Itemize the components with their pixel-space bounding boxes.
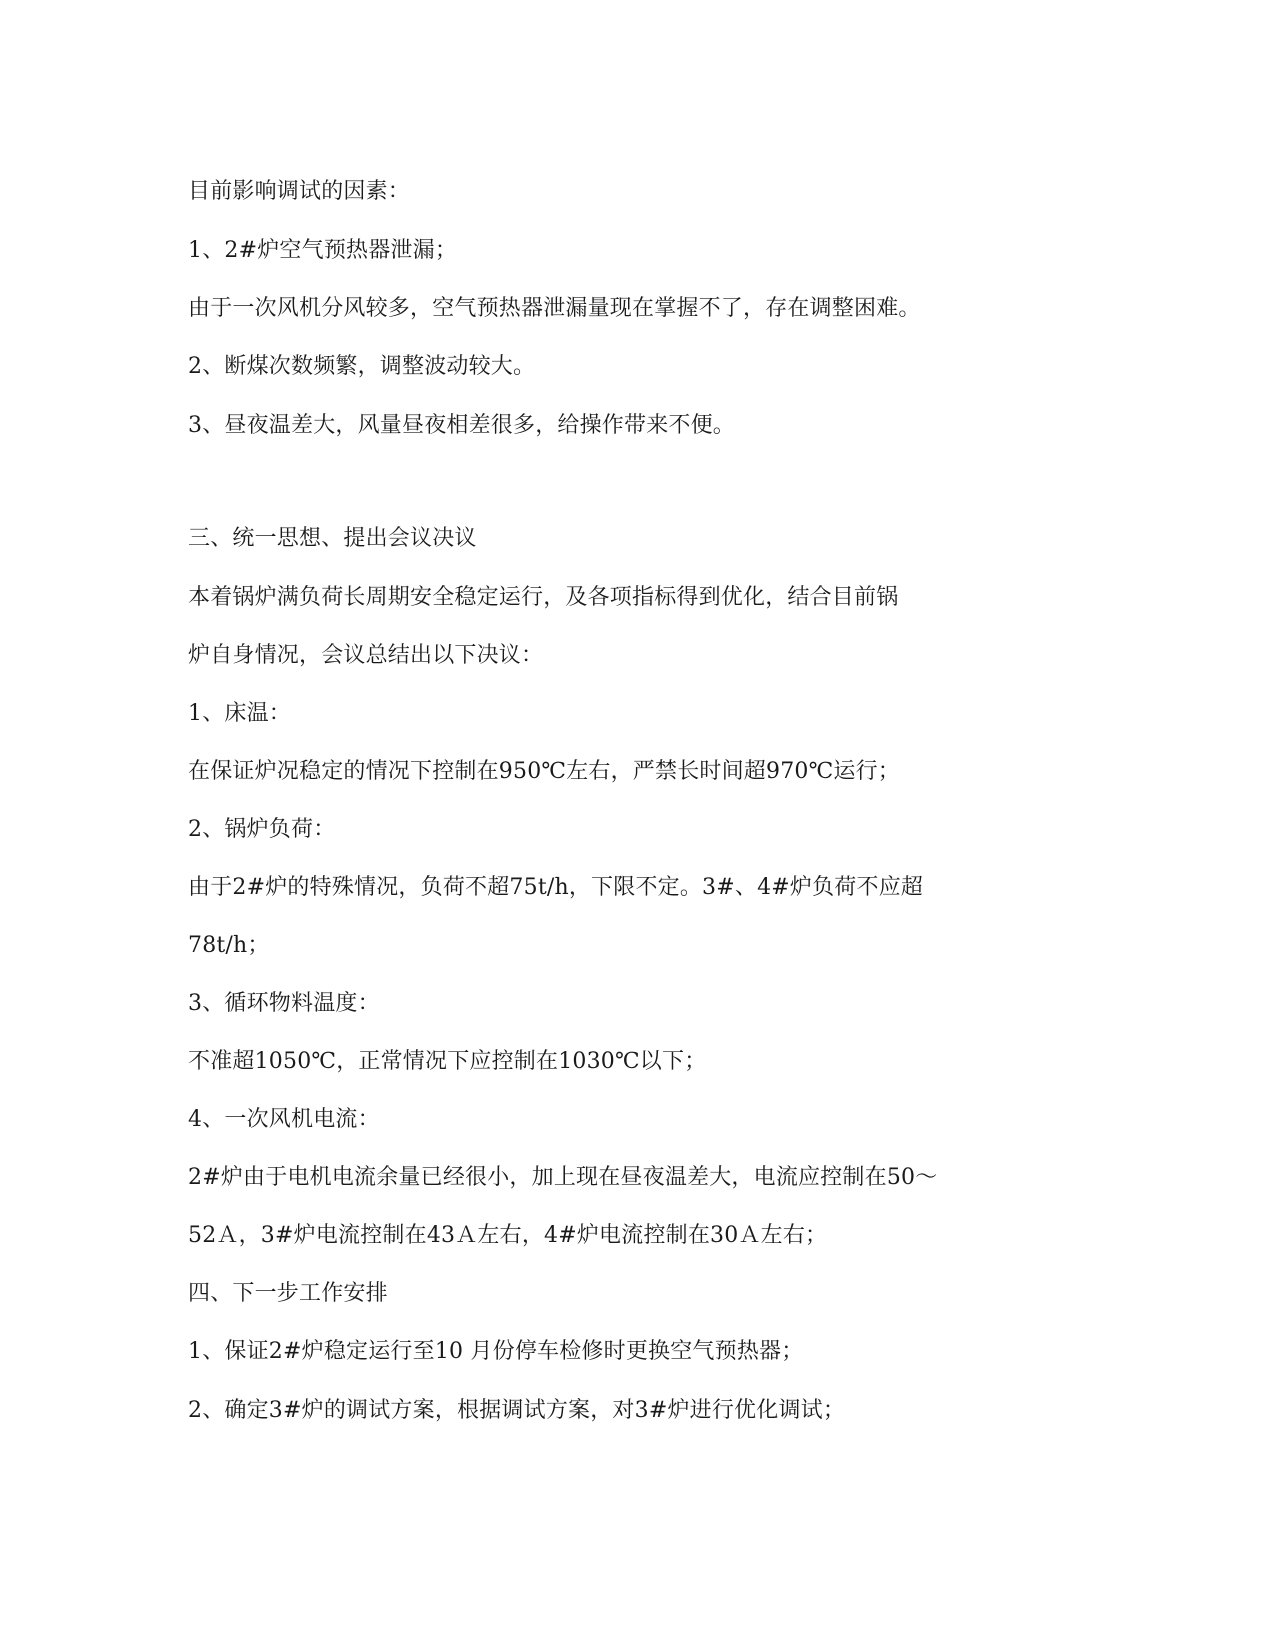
resolution-1-heading: 1、床温：	[188, 701, 291, 726]
resolution-3-detail: 不准超1050℃，正常情况下应控制在1030℃以下；	[188, 1049, 707, 1074]
resolution-intro-line-2: 炉自身情况，会议总结出以下决议：	[188, 643, 544, 668]
resolution-4-detail-line-2: 52Ａ，3#炉电流控制在43Ａ左右，4#炉电流控制在30Ａ左右；	[188, 1223, 828, 1248]
resolution-4-heading: 4、一次风机电流：	[188, 1107, 380, 1132]
resolution-intro-line-1: 本着锅炉满负荷长周期安全稳定运行，及各项指标得到优化，结合目前锅	[188, 585, 899, 610]
resolution-2-detail-line-1: 由于2#炉的特殊情况，负荷不超75t/h，下限不定。3#、4#炉负荷不应超	[188, 875, 924, 900]
factor-1: 1、2#炉空气预热器泄漏；	[188, 238, 458, 263]
resolution-1-detail: 在保证炉况稳定的情况下控制在950℃左右，严禁长时间超970℃运行；	[188, 759, 901, 784]
section-three-heading: 三、统一思想、提出会议决议	[188, 526, 477, 551]
resolution-4-detail-line-1: 2#炉由于电机电流余量已经很小，加上现在昼夜温差大，电流应控制在50～	[188, 1165, 938, 1190]
section-four-heading: 四、下一步工作安排	[188, 1281, 388, 1306]
resolution-2-heading: 2、锅炉负荷：	[188, 817, 336, 842]
section-intro-heading: 目前影响调试的因素：	[188, 179, 411, 204]
resolution-3-heading: 3、循环物料温度：	[188, 991, 380, 1016]
factor-2: 2、断煤次数频繁，调整波动较大。	[188, 354, 536, 379]
factor-1-detail: 由于一次风机分风较多，空气预热器泄漏量现在掌握不了，存在调整困难。	[188, 296, 921, 321]
next-step-2: 2、确定3#炉的调试方案，根据调试方案，对3#炉进行优化调试；	[188, 1398, 846, 1423]
resolution-2-detail-line-2: 78t/h；	[188, 933, 270, 958]
next-step-1: 1、保证2#炉稳定运行至10 月份停车检修时更换空气预热器；	[188, 1339, 804, 1364]
factor-3: 3、昼夜温差大，风量昼夜相差很多，给操作带来不便。	[188, 413, 735, 438]
